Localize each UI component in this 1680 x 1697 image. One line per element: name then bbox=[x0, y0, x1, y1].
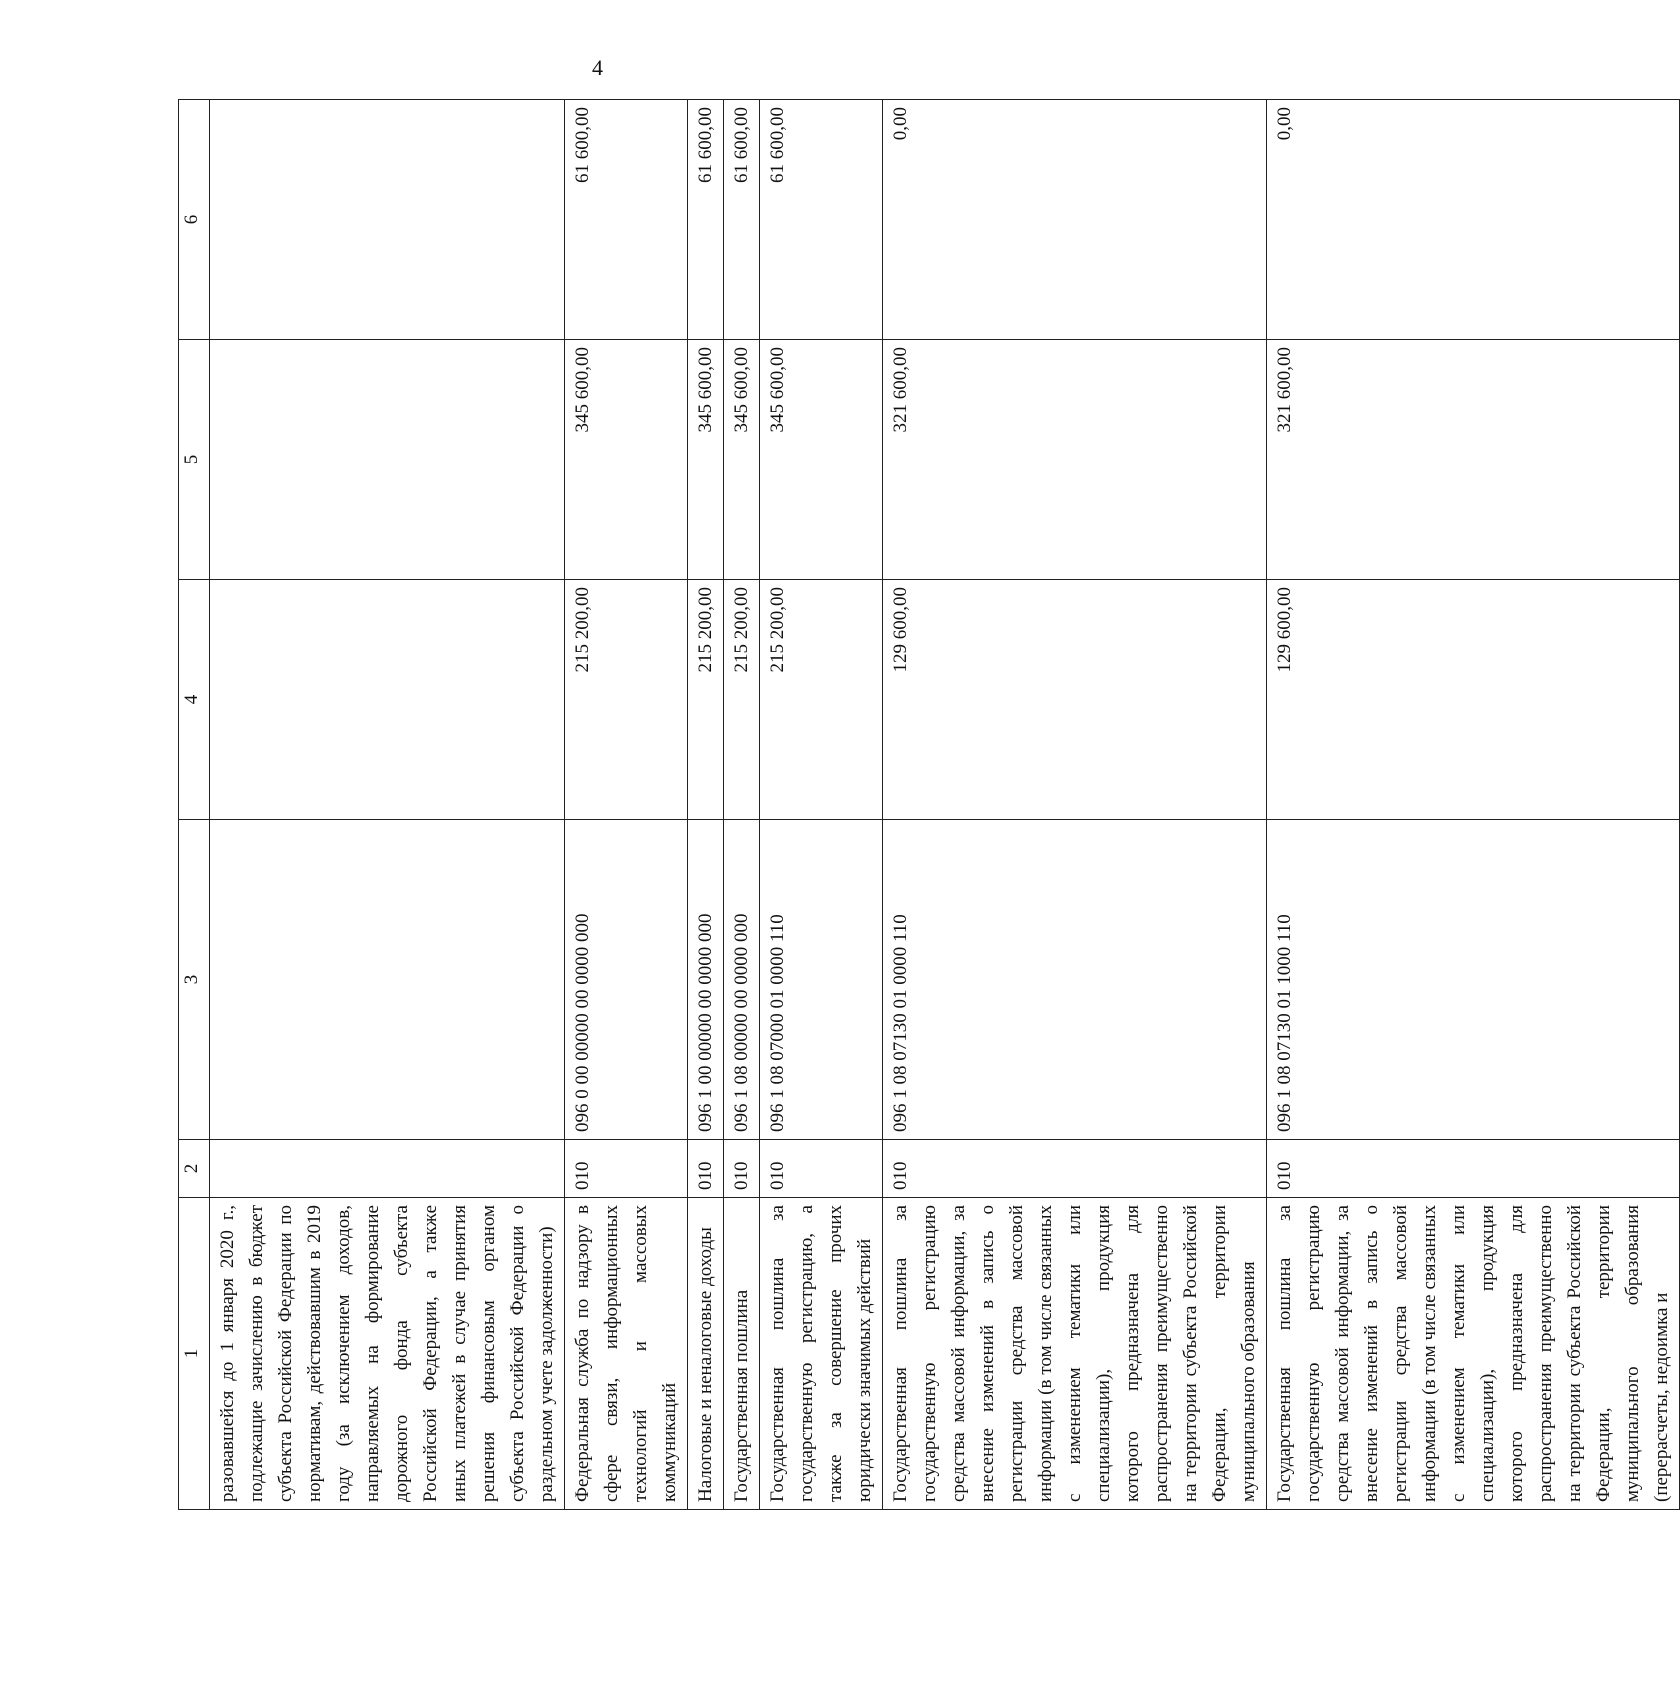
row-name: Налоговые и неналоговые доходы bbox=[688, 1198, 724, 1510]
row-value-4: 215 200,00 bbox=[724, 580, 760, 820]
budget-table bbox=[178, 99, 1680, 1510]
row-value-4: 215 200,00 bbox=[565, 580, 688, 820]
row-budget-code: 096 1 00 00000 00 0000 000 bbox=[688, 820, 724, 1140]
row-budget-code: 096 1 08 07130 01 1000 110 bbox=[1267, 820, 1680, 1140]
row-value-4: 129 600,00 bbox=[1267, 580, 1680, 820]
row-value-5: 345 600,00 bbox=[724, 340, 760, 580]
row-value-6 bbox=[210, 100, 565, 340]
row-budget-code: 096 0 00 00000 00 0000 000 bbox=[565, 820, 688, 1140]
table-row bbox=[688, 100, 724, 1510]
page-number: 4 bbox=[592, 55, 603, 80]
row-value-4: 129 600,00 bbox=[883, 580, 1267, 820]
row-value-5: 345 600,00 bbox=[688, 340, 724, 580]
header-cell-3: 3 bbox=[179, 820, 210, 1140]
header-cell-5: 5 bbox=[179, 340, 210, 580]
row-budget-code: 096 1 08 07000 01 0000 110 bbox=[760, 820, 883, 1140]
row-value-6: 61 600,00 bbox=[760, 100, 883, 340]
row-name: Государственная пошлина за государственную регистрацию средства массовой информации, за внесение изменений в запись о регистрации средства массовой информации (в том числе связанных с изменением тематики или специализации), продукция которого предназначена для распространения преимущественно на территории субъекта Российской Федерации, территории муниципального образования (перерасчеты, недоимка и bbox=[1267, 1198, 1680, 1510]
row-value-6: 0,00 bbox=[883, 100, 1267, 340]
row-admin-code: 010 bbox=[760, 1140, 883, 1198]
row-value-5: 321 600,00 bbox=[883, 340, 1267, 580]
row-budget-code: 096 1 08 00000 00 0000 000 bbox=[724, 820, 760, 1140]
header-cell-4: 4 bbox=[179, 580, 210, 820]
row-value-5: 321 600,00 bbox=[1267, 340, 1680, 580]
table-row bbox=[883, 100, 1267, 1510]
header-row bbox=[179, 100, 210, 1510]
table-row bbox=[210, 100, 565, 1510]
row-value-5: 345 600,00 bbox=[760, 340, 883, 580]
header-cell-1: 1 bbox=[179, 1198, 210, 1510]
row-name: Государственная пошлина bbox=[724, 1198, 760, 1510]
row-name: Государственная пошлина за государственную регистрацию, а также за совершение прочих юридически значимых действий bbox=[760, 1198, 883, 1510]
row-value-4 bbox=[210, 580, 565, 820]
row-admin-code: 010 bbox=[1267, 1140, 1680, 1198]
table-row bbox=[724, 100, 760, 1510]
row-admin-code: 010 bbox=[565, 1140, 688, 1198]
row-admin-code bbox=[210, 1140, 565, 1198]
table-row bbox=[760, 100, 883, 1510]
table-row bbox=[1267, 100, 1680, 1510]
row-admin-code: 010 bbox=[688, 1140, 724, 1198]
row-value-6: 0,00 bbox=[1267, 100, 1680, 340]
row-name: Государственная пошлина за государственную регистрацию средства массовой информации, за внесение изменений в запись о регистрации средства массовой информации (в том числе связанных с изменением тематики или специализации), продукция которого предназначена для распространения преимущественно на территории субъекта Российской Федерации, территории муниципального образования bbox=[883, 1198, 1267, 1510]
row-admin-code: 010 bbox=[883, 1140, 1267, 1198]
rotated-table-wrapper bbox=[178, 100, 1672, 1510]
row-name: разовавшейся до 1 января 2020 г., подлежащие зачислению в бюджет субъекта Российской Федерации по нормативам, действовавшим в 2019 году (за исключением доходов, направляемых на формирование дорожного фонда субъекта Российской Федерации, а также иных платежей в случае принятия решения финансовым органом субъекта Российской Федерации о раздельном учете задолженности) bbox=[210, 1198, 565, 1510]
rotated-table-frame bbox=[178, 100, 1672, 1510]
row-value-6: 61 600,00 bbox=[688, 100, 724, 340]
row-budget-code bbox=[210, 820, 565, 1140]
row-value-5 bbox=[210, 340, 565, 580]
row-value-4: 215 200,00 bbox=[760, 580, 883, 820]
header-cell-6: 6 bbox=[179, 100, 210, 340]
row-value-6: 61 600,00 bbox=[724, 100, 760, 340]
row-value-6: 61 600,00 bbox=[565, 100, 688, 340]
row-value-5: 345 600,00 bbox=[565, 340, 688, 580]
header-cell-2: 2 bbox=[179, 1140, 210, 1198]
row-value-4: 215 200,00 bbox=[688, 580, 724, 820]
table-row bbox=[565, 100, 688, 1510]
row-admin-code: 010 bbox=[724, 1140, 760, 1198]
row-budget-code: 096 1 08 07130 01 0000 110 bbox=[883, 820, 1267, 1140]
row-name: Федеральная служба по надзору в сфере связи, информационных технологий и массовых коммуникаций bbox=[565, 1198, 688, 1510]
